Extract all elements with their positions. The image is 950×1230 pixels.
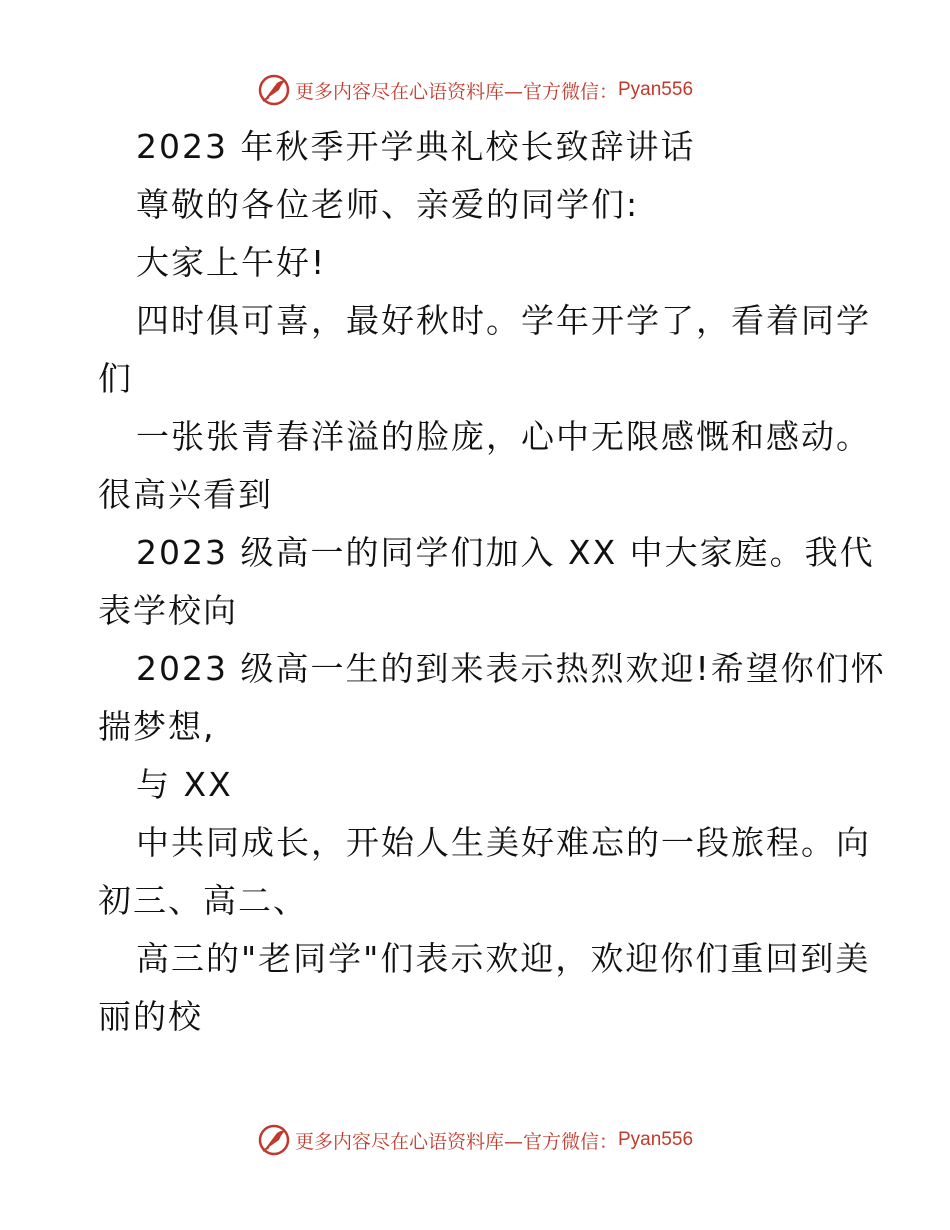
text-line: 2023 级高一生的到来表示热烈欢迎!希望你们怀 bbox=[136, 649, 886, 688]
quill-logo-icon bbox=[257, 73, 291, 107]
text-line: 中共同成长，开始人生美好难忘的一段旅程。向 bbox=[136, 823, 871, 862]
text-line: 们 bbox=[98, 359, 133, 398]
text-line: 大家上午好! bbox=[136, 243, 327, 282]
header-banner-text: 更多内容尽在心语资料库—官方微信： bbox=[294, 80, 618, 103]
text-line: 丽的校 bbox=[98, 997, 203, 1036]
footer-wechat-id: Pyan556 bbox=[618, 1129, 694, 1150]
text-line: 初三、高二、 bbox=[98, 881, 308, 920]
text-line: 四时俱可喜，最好秋时。学年开学了，看着同学 bbox=[136, 301, 871, 340]
text-line: 尊敬的各位老师、亲爱的同学们: bbox=[136, 185, 640, 224]
text-line: 一张张青春洋溢的脸庞，心中无限感慨和感动。 bbox=[136, 417, 871, 456]
document-body bbox=[98, 118, 886, 1046]
text-line: 高三的"老同学"们表示欢迎，欢迎你们重回到美 bbox=[136, 939, 871, 978]
header-banner bbox=[0, 70, 950, 110]
text-line: 与 XX bbox=[136, 765, 233, 804]
text-line: 2023 级高一的同学们加入 XX 中大家庭。我代 bbox=[136, 533, 875, 572]
text-line: 表学校向 bbox=[98, 591, 238, 630]
footer-banner bbox=[0, 1120, 950, 1160]
footer-banner-text: 更多内容尽在心语资料库—官方微信： bbox=[294, 1130, 618, 1153]
text-line: 揣梦想, bbox=[98, 707, 216, 746]
quill-logo-icon bbox=[257, 1123, 291, 1157]
header-wechat-id: Pyan556 bbox=[618, 79, 694, 100]
text-line: 2023 年秋季开学典礼校长致辞讲话 bbox=[136, 127, 696, 166]
text-line: 很高兴看到 bbox=[98, 475, 273, 514]
